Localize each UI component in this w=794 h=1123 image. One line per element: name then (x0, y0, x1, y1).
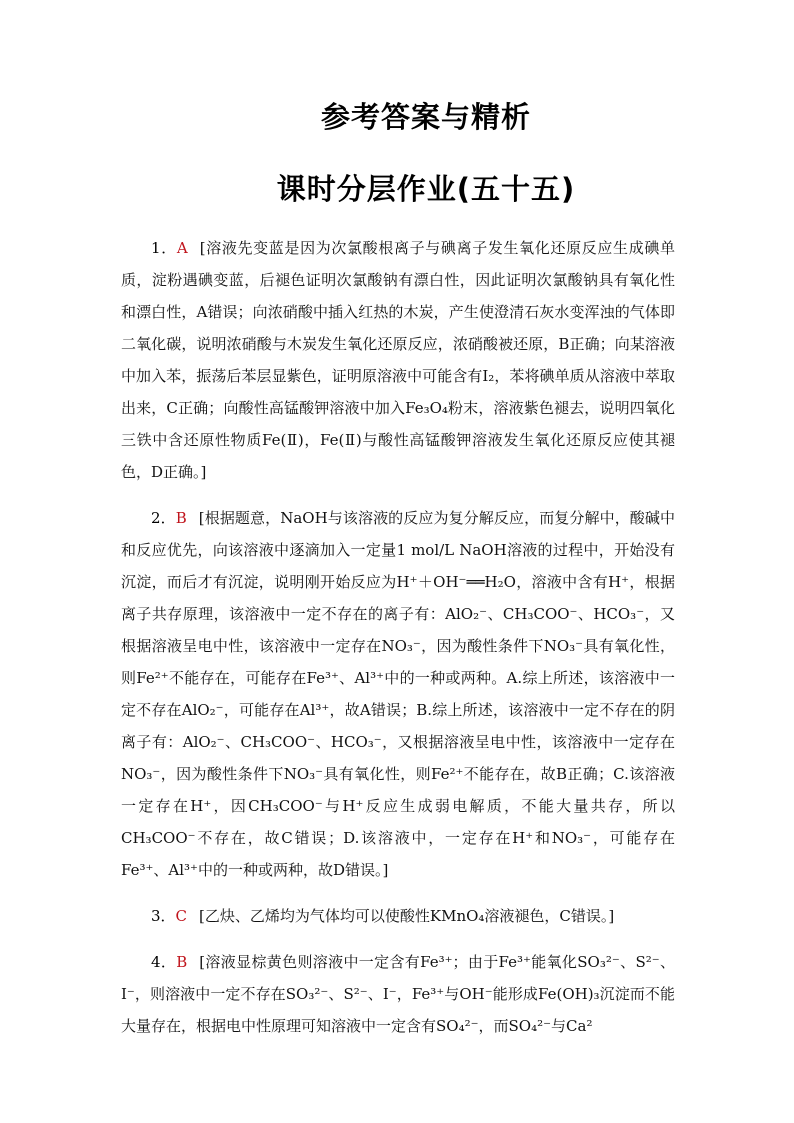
answer-explanation: [根据题意，NaOH与该溶液的反应为复分解反应，而复分解中，酸碱中和反应优先，向该溶液中逐滴加入一定量1 mol/L NaOH溶液的过程中，开始没有沉淀，而后才有沉淀，说明刚开始反应为H⁺＋OH⁻══H₂O，溶液中含有H⁺，根据离子共存原理，该溶液中一定不存在的离子有：AlO₂⁻、CH₃COO⁻、HCO₃⁻，又根据溶液呈电中性，该溶液中一定存在NO₃⁻，因为酸性条件下NO₃⁻具有氧化性，则Fe²⁺不能存在，可能存在Fe³⁺、Al³⁺中的一种或两种。A.综上所述，该溶液中一定不存在AlO₂⁻，可能存在Al³⁺，故A错误；B.综上所述，该溶液中一定不存在的阴离子有：AlO₂⁻、CH₃COO⁻、HCO₃⁻，又根据溶液呈电中性，该溶液中一定存在NO₃⁻，因为酸性条件下NO₃⁻具有氧化性，则Fe²⁺不能存在，故B正确；C.该溶液一定存在H⁺，因CH₃COO⁻与H⁺反应生成弱电解质，不能大量共存，所以CH₃COO⁻不存在，故C错误；D.该溶液中，一定存在H⁺和NO₃⁻，可能存在Fe³⁺、Al³⁺中的一种或两种，故D错误。] (121, 509, 675, 879)
answer-letter: A (176, 239, 188, 257)
answer-item-3 (121, 900, 675, 932)
answer-explanation: [溶液先变蓝是因为次氯酸根离子与碘离子发生氧化还原反应生成碘单质，淀粉遇碘变蓝，后褪色证明次氯酸钠有漂白性，因此证明次氯酸钠具有氧化性和漂白性，A错误；向浓硝酸中插入红热的木炭，产生使澄清石灰水变浑浊的气体即二氧化碳，说明浓硝酸与木炭发生氧化还原反应，浓硝酸被还原，B正确；向某溶液中加入苯，振荡后苯层显紫色，证明原溶液中可能含有I₂，苯将碘单质从溶液中萃取出来，C正确；向酸性高锰酸钾溶液中加入Fe₃O₄粉末，溶液紫色褪去，说明四氧化三铁中含还原性物质Fe(Ⅱ)，Fe(Ⅱ)与酸性高锰酸钾溶液发生氧化还原反应使其褪色，D正确。] (121, 239, 675, 481)
answer-item-4 (121, 946, 675, 1042)
answer-explanation: [溶液显棕黄色则溶液中一定含有Fe³⁺；由于Fe³⁺能氧化SO₃²⁻、S²⁻、I⁻，则溶液中一定不存在SO₃²⁻、S²⁻、I⁻，Fe³⁺与OH⁻能形成Fe(OH)₃沉淀而不能大量存在，根据电中性原理可知溶液中一定含有SO₄²⁻，而SO₄²⁻与Ca² (121, 953, 675, 1035)
answer-number: 2． (151, 509, 176, 527)
answer-item-1 (121, 232, 675, 488)
answer-list (121, 232, 675, 1056)
answer-letter: B (175, 509, 187, 527)
answer-number: 4． (151, 953, 177, 971)
answer-number: 1． (151, 239, 177, 257)
answer-number: 3． (151, 907, 176, 925)
answer-letter: C (175, 907, 188, 925)
page-title: 参考答案与精析 (320, 100, 531, 134)
page-subtitle: 课时分层作业(五十五) (276, 172, 576, 206)
answer-explanation: [乙炔、乙烯均为气体均可以使酸性KMnO₄溶液褪色，C错误。] (199, 907, 615, 925)
answer-letter: B (176, 953, 188, 971)
answer-item-2 (121, 502, 675, 886)
